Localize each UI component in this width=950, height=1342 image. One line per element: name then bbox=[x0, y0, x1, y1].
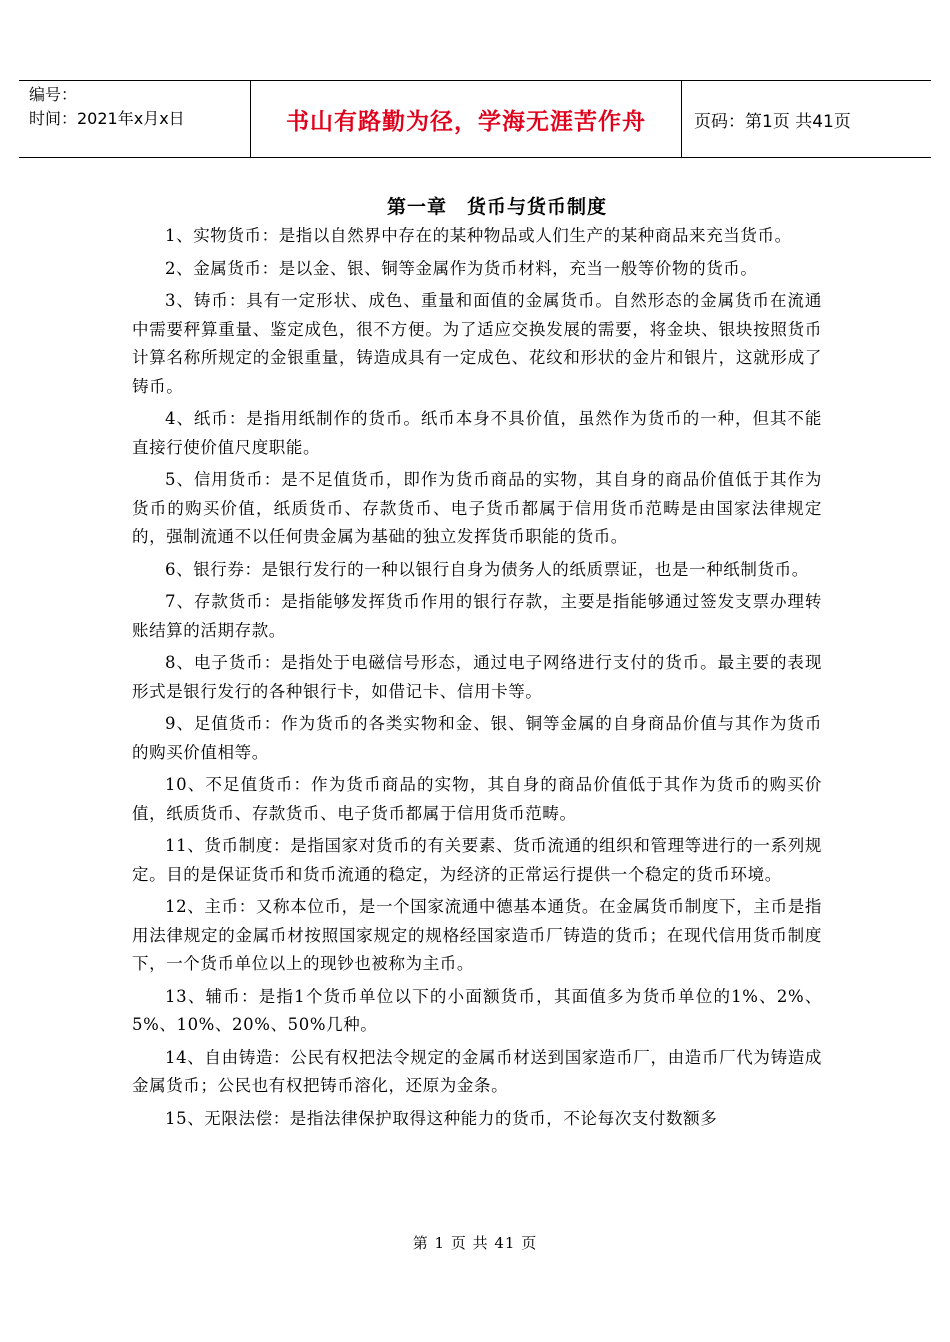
paragraph: 13、辅币：是指1个货币单位以下的小面额货币，其面值多为货币单位的1%、2%、5%、10%、20%、50%几种。 bbox=[132, 986, 822, 1034]
paragraph: 8、电子货币：是指处于电磁信号形态，通过电子网络进行支付的货币。最主要的表现形式是银行发行的各种银行卡，如借记卡、信用卡等。 bbox=[132, 653, 822, 701]
header-meta bbox=[19, 81, 251, 157]
paragraph: 14、自由铸造：公民有权把法令规定的金属币材送到国家造币厂，由造币厂代为铸造成金属货币；公民也有权把铸币溶化，还原为金条。 bbox=[132, 1047, 822, 1095]
paragraph: 3、铸币：具有一定形状、成色、重量和面值的金属货币。自然形态的金属货币在流通中需要秤算重量、鉴定成色，很不方便。为了适应交换发展的需要，将金块、银块按照货币计算名称所规定的金银重量，铸造成具有一定成色、花纹和形状的金片和银片，这就形成了铸币。 bbox=[132, 291, 822, 396]
header-motto-cell bbox=[251, 81, 682, 157]
chapter-title: 第一章 货币与货币制度 bbox=[386, 196, 607, 218]
paragraph: 6、银行券：是银行发行的一种以银行自身为债务人的纸质票证，也是一种纸制货币。 bbox=[165, 559, 809, 579]
page-footer: 第 1 页 共 41 页 bbox=[412, 1234, 538, 1252]
paragraph: 10、不足值货币：作为货币商品的实物，其自身的商品价值低于其作为货币的购买价值，纸质货币、存款货币、电子货币都属于信用货币范畴。 bbox=[132, 775, 822, 823]
header-table bbox=[19, 80, 931, 158]
paragraph: 12、主币：又称本位币，是一个国家流通中德基本通货。在金属货币制度下，主币是指用法律规定的金属币材按照国家规定的规格经国家造币厂铸造的货币；在现代信用货币制度下，一个货币单位以上的现钞也被称为主币。 bbox=[132, 897, 822, 973]
paragraph: 9、足值货币：作为货币的各类实物和金、银、铜等金属的自身商品价值与其作为货币的购买价值相等。 bbox=[132, 714, 822, 762]
motto-text: 书山有路勤为径，学海无涯苦作舟 bbox=[286, 108, 646, 135]
paragraph: 15、无限法偿：是指法律保护取得这种能力的货币，不论每次支付数额多 bbox=[165, 1108, 718, 1128]
page-info-text: 页码：第1页 共41页 bbox=[694, 111, 851, 132]
paragraph: 1、实物货币：是指以自然界中存在的某种物品或人们生产的某种商品来充当货币。 bbox=[165, 226, 792, 245]
body-text bbox=[132, 222, 822, 1137]
time-label: 时间：2021年x月x日 bbox=[29, 109, 185, 128]
paragraph: 7、存款货币：是指能够发挥货币作用的银行存款，主要是指能够通过签发支票办理转账结算的活期存款。 bbox=[132, 592, 822, 640]
paragraph: 5、信用货币：是不足值货币，即作为货币商品的实物，其自身的商品价值低于其作为货币的购买价值，纸质货币、存款货币、电子货币都属于信用货币范畴是由国家法律规定的，强制流通不以任何贵金属为基础的独立发挥货币职能的货币。 bbox=[132, 470, 822, 546]
paragraph: 11、货币制度：是指国家对货币的有关要素、货币流通的组织和管理等进行的一系列规定。目的是保证货币和货币流通的稳定，为经济的正常运行提供一个稳定的货币环境。 bbox=[132, 836, 822, 884]
paragraph: 2、金属货币：是以金、银、铜等金属作为货币材料，充当一般等价物的货币。 bbox=[165, 258, 758, 278]
number-label: 编号： bbox=[29, 85, 78, 104]
header-page-info bbox=[682, 81, 931, 157]
paragraph: 4、纸币：是指用纸制作的货币。纸币本身不具价值，虽然作为货币的一种，但其不能直接行使价值尺度职能。 bbox=[132, 409, 822, 457]
